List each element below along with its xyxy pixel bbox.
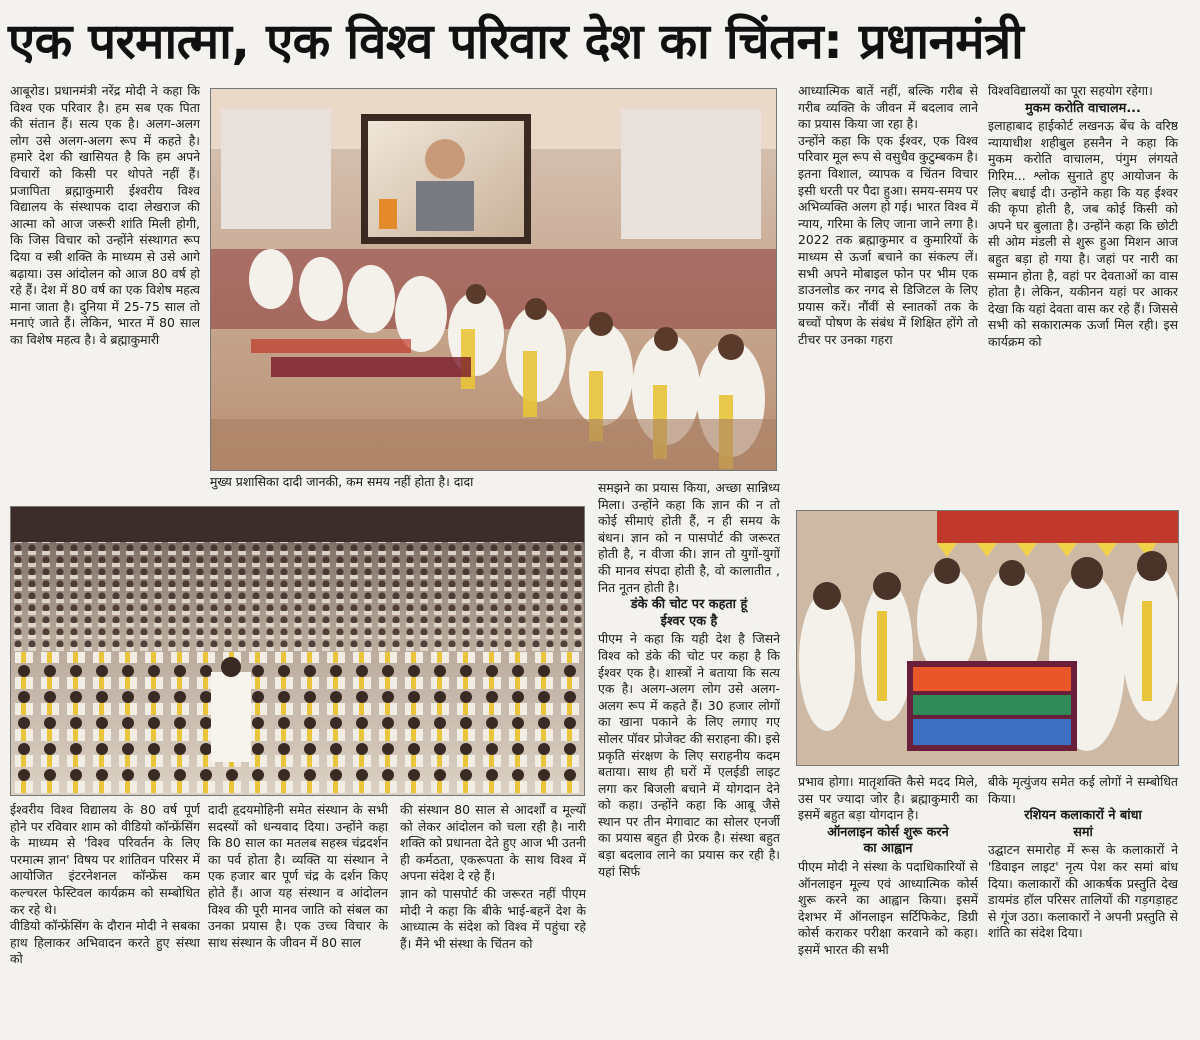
subheading: ऑनलाइन कोर्स शुरू करने का आह्वान — [827, 824, 949, 857]
article-text: ज्ञान को पासपोर्ट की जरूरत नहीं पीएम मोदी ने कहा कि बीके भाई-बहनें देश के आध्यात्म के संदेश को विश्व में पहुंचा रहे हैं। मैंने भी संस्था के चिंतन को — [400, 885, 586, 951]
article-text: प्रभाव होगा। मातृशक्ति कैसे मदद मिले, उस पर ज्यादा जोर है। ब्रह्माकुमारी का इसमें बहुत बड़ा योगदान है। — [798, 774, 978, 823]
audience-photo-image — [11, 507, 585, 796]
article-column-bottom-3 — [400, 802, 586, 1028]
article-column-mid — [598, 480, 780, 1028]
article-text: इलाहाबाद हाईकोर्ट लखनऊ बेंच के वरिष्ठ न्यायाधीश शहीबुल हसनैन ने कहा कि मुकम करोति वाचालम, पंगुम लंगयते गिरिम... श्लोक सुनाते हुए आयोजन के लिए बधाई दी। उन्होंने कहा कि यह ईश्वर की कृपा होती है, जब कोई किसी को अपने घर बुलाता है। उन्होंने कहा कि छोटी सी ओम मंडली से शुरू हुआ मिशन आज बहुत बड़ा हो गया है। जहां पर नारी का सम्मान होता है, वहां पर देवताओं का वास होता है। लेकिन, यकीनन यहां पर आकर देखा कि यहां देवता वास कर रहे हैं। जिससे सभी को सकारात्मक ऊर्जा मिल रही। इस कार्यक्रम को — [988, 118, 1178, 349]
article-column-4-bottom — [988, 774, 1178, 1028]
article-column-bottom-1 — [10, 802, 200, 1028]
subheading: मुकम करोति वाचालम... — [1025, 100, 1141, 116]
article-text: आध्यात्मिक बातें नहीं, बल्कि गरीब से गरीब व्यक्ति के जीवन में बदलाव लाने का प्रयास किया जा रहा है। उन्होंने कहा कि एक ईश्वर, एक विश्व परिवार मूल रूप से वसुधैव कुटुम्बकम है। इतना विशाल, व्यापक व चिंतन विचार इसी धरती पर पैदा हुआ। समय-समय पर अभिव्यक्ति अलग हो गई। भारत विश्व में न्याय, गरिमा के लिए जाना जाने लगा है। 2022 तक ब्रह्माकुमार व कुमारियों के माध्यम से ऊर्जा बचाने का संकल्प लें। सभी अपने मोबाइल फोन पर भीम एक डाउनलोड कर नगद से डिजिटल के लिए प्रयास करें। नौंवीं से स्नातकों तक के बच्चों पोषण के संबंध में शिक्षित होंगे तो टीचर पर उनका गहरा — [798, 83, 978, 347]
article-text: की संस्थान 80 साल से आदर्शों व मूल्यों को लेकर आंदोलन को चला रही है। नारी शक्ति को प्रधानता देते हुए आज भी उतनी ही कर्मठता, एकरूपता के साथ विश्व में अपना संदेश दे रहे हैं। — [400, 802, 586, 884]
ceremony-photo — [796, 510, 1179, 766]
article-text: उद्घाटन समारोह में रूस के कलाकारों ने 'डिवाइन लाइट' नृत्य पेश कर समां बांध दिया। कलाकारों की आकर्षक प्रस्तुति देख डायमंड हॉल परिसर तालियों की गड़गड़ाहट से गूंज उठा। कलाकारों ने अपनी प्रस्तुति से शांति का संदेश दिया। — [988, 842, 1178, 941]
article-text: समझने का प्रयास किया, अच्छा सान्निध्य मिला। उन्होंने कहा कि ज्ञान की न तो कोई सीमाएं होती हैं, न ही समय के बंधन। ज्ञान को न पासपोर्ट की जरूरत होती है, न वीजा की। ज्ञान तो युगों-युगों की मानव संपदा होती है, वो कालातीत , नित नूतन होती है। — [598, 480, 780, 595]
article-text: पीएम ने कहा कि यही देश है जिसने विश्व को डंके की चोट पर कहा है कि ईश्वर एक है। शास्त्रों ने बताया कि सत्य एक है। अलग-अलग लोग उसे अलग-अलग रूप में कहते हैं। 30 हजार लोगों का खाना पकाने के लिए लगाए गए सोलर पॉवर प्रोजेक्ट की सराहना की। इसे प्रकृति संरक्षण के लिए सराहनीय कदम बताया। साथ ही घरों में एलईडी लाइट लगा कर बिजली बचाने में योगदान देने को कहा। उन्होंने कहा कि आबू जैसे स्थान पर तीन मेगावाट का सोलर एनर्जी का प्रयास बहुत ही प्रेरक है। संस्था बहुत बड़ा बदलाव लाने का प्रयास कर रही है। यहां सिर्फ — [598, 631, 780, 879]
stage-photo-image — [211, 89, 777, 471]
article-column-bottom-2 — [208, 802, 388, 1028]
audience-photo — [10, 506, 585, 796]
photo-caption: मुख्य प्रशासिका दादी जानकी, कम समय नहीं होता है। दादा — [210, 474, 474, 489]
article-column-3-top — [798, 83, 978, 501]
article-text: विश्वविद्यालयों का पूरा सहयोग रहेगा। — [988, 83, 1153, 98]
article-column-4-top — [988, 83, 1178, 501]
ceremony-photo-image — [797, 511, 1179, 766]
article-column-3-bottom — [798, 774, 978, 1028]
article-text: ईश्वरीय विश्व विद्यालय के 80 वर्ष पूर्ण होने पर रविवार शाम को वीडियो कॉन्फ्रेंसिंग के माध्यम से 'विश्व परिवर्तन के लिए परमात्म ज्ञान' विषय पर शांतिवन परिसर में आयोजित इंटरनेशनल कॉन्फ्रेंस कम कल्चरल फेस्टिवल कार्यक्रम को सम्बोधित कर रहे थे। वीडियो कॉन्फ्रेंसिंग के दौरान मोदी ने सबका हाथ हिलाकर अभिवादन करते हुए संस्था को — [10, 802, 200, 967]
subheading: रशियन कलाकारों ने बांधा समां — [1024, 808, 1142, 840]
article-text: आबूरोड। प्रधानमंत्री नरेंद्र मोदी ने कहा कि विश्व एक परिवार है। हम सब एक पिता की संतान हैं। सत्य एक है। अलग-अलग लोग उसे अलग-अलग रूप में कहते है। हमारे देश की खासियत है कि हम अपने विचारों को किसी पर थोपते नहीं हैं। प्रजापिता ब्रह्माकुमारी ईश्वरीय विश्व विद्यालय के संस्थापक दादा लेखराज की आत्मा को आज जरूरी शांति मिली होगी, कि जिस विचार को उन्होंने संस्थागत रूप दिया व स्त्री शक्ति के माध्यम से उसे आगे बढ़ाया। उस आंदोलन को आज 80 वर्ष हो रहे हैं। देश में 80 वर्ष का एक विशेष महत्व माना जाता है। दुनिया में 25-75 साल तो मनाएं जाते हैं। लेकिन, भारत में 80 साल का विशेष महत्व है। वे ब्रह्माकुमारी — [10, 83, 200, 347]
article-text: बीके मृत्युंजय समेत कई लोगों ने सम्बोधित किया। — [988, 774, 1178, 806]
stage-photo — [210, 88, 777, 471]
headline: एक परमात्मा, एक विश्व परिवार देश का चिंतन: प्रधानमंत्री — [8, 13, 1024, 70]
subheading: डंके की चोट पर कहता हूं ईश्वर एक है — [630, 597, 748, 629]
article-text: दादी हृदयमोहिनी समेत संस्थान के सभी सदस्यों को धन्यवाद दिया। उन्होंने कहा कि 80 साल का मतलब सहस्त्र चंद्रदर्शन का पर्व होता है। व्यक्ति या संस्थान ने एक हजार बार पूर्ण चंद्र के दर्शन किए होते हैं। आज यह संस्थान व आंदोलन विश्व की पूरी मानव जाति को संबल का उनका प्रयास है। एक उच्च विचार के साथ संस्थान के जीवन में 80 साल — [208, 802, 388, 950]
article-column-left-top — [10, 83, 200, 488]
article-text: पीएम मोदी ने संस्था के पदाधिकारियों से ऑनलाइन मूल्य एवं आध्यात्मिक कोर्स शुरू करने का आह्वान किया। इसमें देशभर में ऑनलाइन सर्टिफिकेट, डिग्री कोर्स कराकर परीक्षा करवाने को कहा। इसमें भारत की सभी — [798, 858, 978, 957]
